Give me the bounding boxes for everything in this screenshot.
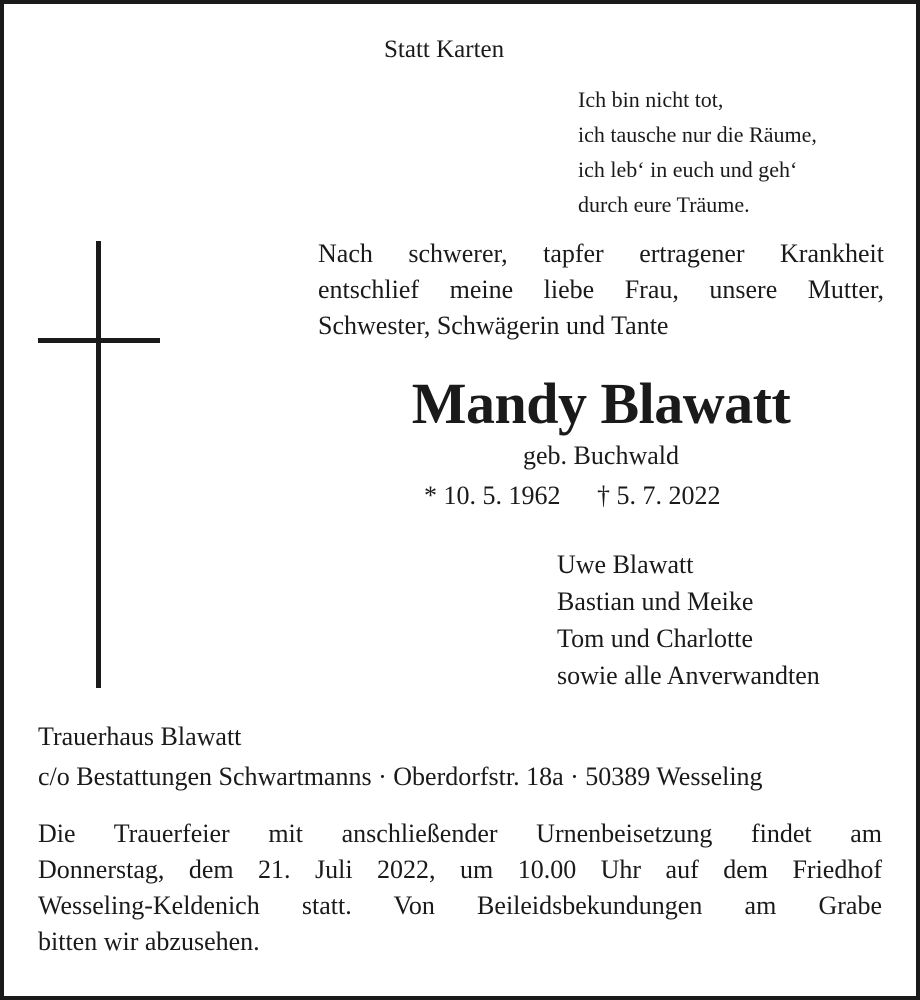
cross-icon-horizontal	[38, 338, 160, 343]
cross-icon-vertical	[96, 241, 101, 688]
poem-line: ich leb‘ in euch und geh‘	[578, 157, 798, 182]
mourning-house-address	[38, 717, 763, 797]
house-address: c/o Bestattungen Schwartmanns · Oberdorfstr. 18a · 50389 Wesseling	[38, 762, 763, 791]
service-line: bitten wir abzusehen.	[38, 927, 260, 956]
mourner: Uwe Blawatt	[557, 550, 694, 579]
service-line: Wesseling-Keldenich statt. Von Beileidsbekundungen am Grabe	[38, 891, 882, 920]
intro-line: Nach schwerer, tapfer ertragener Krankheit	[318, 239, 884, 268]
notice-heading: Statt Karten	[384, 36, 505, 63]
mourner: sowie alle Anverwandten	[557, 661, 820, 690]
funeral-service-text	[38, 816, 882, 960]
poem-line: durch eure Träume.	[578, 192, 750, 217]
birth-date: * 10. 5. 1962	[424, 481, 561, 510]
poem-line: ich tausche nur die Räume,	[578, 122, 817, 147]
life-dates	[424, 481, 721, 511]
deceased-name: Mandy Blawatt	[411, 371, 791, 436]
mourner: Bastian und Meike	[557, 587, 754, 616]
death-date: † 5. 7. 2022	[597, 481, 721, 510]
poem	[578, 82, 817, 222]
maiden-name: geb. Buchwald	[523, 441, 679, 470]
poem-line: Ich bin nicht tot,	[578, 87, 724, 112]
mourners-list	[557, 546, 820, 694]
service-line: Die Trauerfeier mit anschließender Urnenbeisetzung findet am	[38, 819, 882, 848]
intro-text	[318, 236, 884, 344]
intro-line: Schwester, Schwägerin und Tante	[318, 311, 669, 340]
intro-line: entschlief meine liebe Frau, unsere Mutter,	[318, 275, 884, 304]
mourner: Tom und Charlotte	[557, 624, 754, 653]
service-line: Donnerstag, dem 21. Juli 2022, um 10.00 Uhr auf dem Friedhof	[38, 855, 882, 884]
house-name: Trauerhaus Blawatt	[38, 722, 242, 751]
